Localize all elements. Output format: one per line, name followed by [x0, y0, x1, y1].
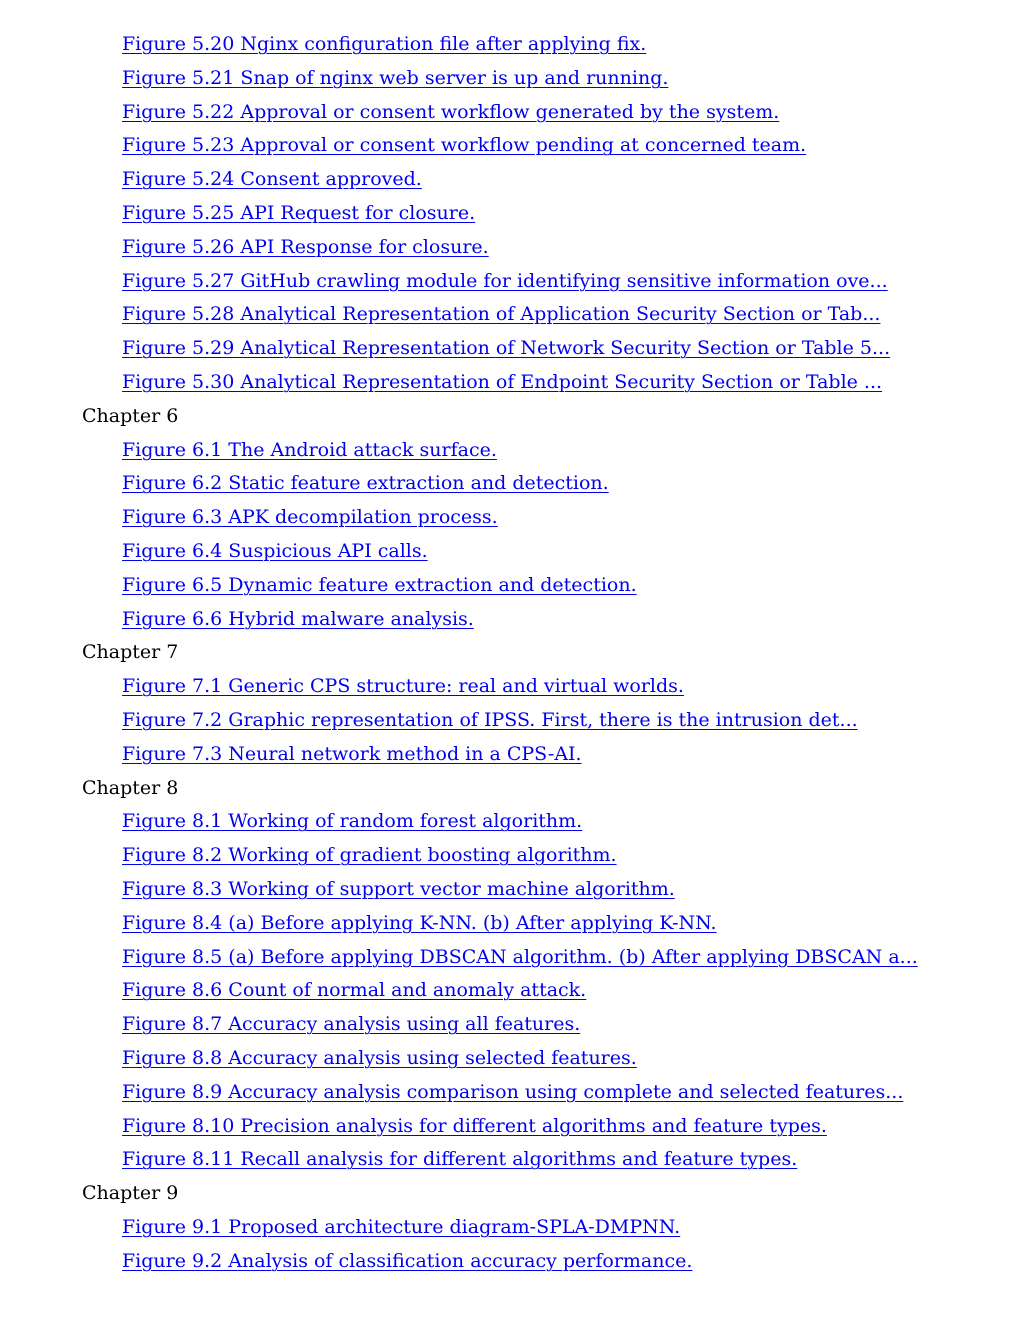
list-item — [0, 974, 1020, 1008]
list-item — [0, 1211, 1020, 1245]
list-item — [0, 28, 1020, 62]
list-item — [0, 738, 1020, 772]
figure-link[interactable]: Figure 7.1 Generic CPS structure: real and virtual worlds. — [122, 675, 684, 698]
figure-link[interactable]: Figure 8.8 Accuracy analysis using selected features. — [122, 1046, 637, 1069]
chapter-heading: Chapter 6 — [82, 404, 179, 427]
figure-link[interactable]: Figure 5.30 Analytical Representation of Endpoint Security Section or Table ... — [122, 370, 883, 393]
list-item — [0, 839, 1020, 873]
figure-link[interactable]: Figure 5.22 Approval or consent workflow generated by the system. — [122, 100, 780, 123]
figure-link[interactable]: Figure 5.26 API Response for closure. — [122, 235, 489, 258]
figure-link[interactable]: Figure 6.6 Hybrid malware analysis. — [122, 607, 474, 630]
figure-link[interactable]: Figure 5.23 Approval or consent workflow pending at concerned team. — [122, 134, 807, 157]
figure-link[interactable]: Figure 7.3 Neural network method in a CPS-AI. — [122, 742, 582, 765]
list-item — [0, 434, 1020, 468]
figure-link[interactable]: Figure 6.2 Static feature extraction and detection. — [122, 472, 609, 495]
figure-link[interactable]: Figure 6.1 The Android attack surface. — [122, 438, 497, 461]
list-item — [0, 231, 1020, 265]
figure-link[interactable]: Figure 8.10 Precision analysis for different algorithms and feature types. — [122, 1114, 827, 1137]
list-item — [0, 1042, 1020, 1076]
list-item — [0, 704, 1020, 738]
figure-link[interactable]: Figure 5.20 Nginx configuration file after applying fix. — [122, 33, 647, 55]
list-item — [0, 535, 1020, 569]
list-item — [0, 129, 1020, 163]
figure-link[interactable]: Figure 5.29 Analytical Representation of Network Security Section or Table 5... — [122, 337, 891, 360]
figure-link[interactable]: Figure 5.28 Analytical Representation of Application Security Section or Tab... — [122, 303, 881, 326]
figure-link[interactable]: Figure 8.2 Working of gradient boosting algorithm. — [122, 844, 617, 867]
figure-link[interactable]: Figure 9.1 Proposed architecture diagram-SPLA-DMPNN. — [122, 1215, 681, 1238]
list-item — [0, 670, 1020, 704]
list-item — [0, 298, 1020, 332]
figure-link[interactable]: Figure 7.2 Graphic representation of IPSS. First, there is the intrusion det... — [122, 708, 858, 731]
figure-link[interactable]: Figure 8.11 Recall analysis for different algorithms and feature types. — [122, 1148, 798, 1171]
figure-link[interactable]: Figure 8.6 Count of normal and anomaly attack. — [122, 979, 587, 1002]
list-item — [0, 163, 1020, 197]
list-item — [0, 1008, 1020, 1042]
list-item — [0, 873, 1020, 907]
figure-link[interactable]: Figure 6.5 Dynamic feature extraction and detection. — [122, 573, 637, 596]
figure-link[interactable]: Figure 8.3 Working of support vector machine algorithm. — [122, 877, 675, 900]
figure-link[interactable]: Figure 6.4 Suspicious API calls. — [122, 539, 428, 562]
chapter-heading: Chapter 7 — [82, 641, 179, 664]
list-item — [0, 197, 1020, 231]
figure-link[interactable]: Figure 8.1 Working of random forest algorithm. — [122, 810, 583, 833]
list-item — [0, 907, 1020, 941]
list-item — [0, 467, 1020, 501]
chapter-heading: Chapter 8 — [82, 776, 179, 799]
figure-link[interactable]: Figure 5.21 Snap of nginx web server is up and running. — [122, 66, 669, 89]
figure-link[interactable]: Figure 5.25 API Request for closure. — [122, 201, 476, 224]
list-item — [0, 603, 1020, 637]
figure-link[interactable]: Figure 8.9 Accuracy analysis comparison using complete and selected features... — [122, 1080, 904, 1103]
list-item — [0, 805, 1020, 839]
chapter-heading: Chapter 9 — [82, 1182, 179, 1205]
list-item — [0, 332, 1020, 366]
list-of-figures — [0, 28, 1020, 1278]
list-item — [0, 1076, 1020, 1110]
list-item — [0, 569, 1020, 603]
figure-link[interactable]: Figure 9.2 Analysis of classification accuracy performance. — [122, 1249, 693, 1272]
figure-link[interactable]: Figure 6.3 APK decompilation process. — [122, 506, 498, 529]
figure-link[interactable]: Figure 8.7 Accuracy analysis using all features. — [122, 1013, 581, 1036]
list-item — [0, 366, 1020, 400]
list-item — [0, 1143, 1020, 1177]
figure-link[interactable]: Figure 5.27 GitHub crawling module for identifying sensitive information ove... — [122, 269, 888, 292]
list-item — [0, 62, 1020, 96]
list-item — [0, 501, 1020, 535]
list-item — [0, 941, 1020, 975]
list-item — [0, 1110, 1020, 1144]
list-item — [0, 1245, 1020, 1279]
list-item — [0, 265, 1020, 299]
list-item — [0, 96, 1020, 130]
figure-link[interactable]: Figure 8.4 (a) Before applying K-NN. (b) After applying K-NN. — [122, 911, 717, 934]
figure-link[interactable]: Figure 8.5 (a) Before applying DBSCAN algorithm. (b) After applying DBSCAN a... — [122, 945, 918, 968]
figure-link[interactable]: Figure 5.24 Consent approved. — [122, 168, 422, 191]
